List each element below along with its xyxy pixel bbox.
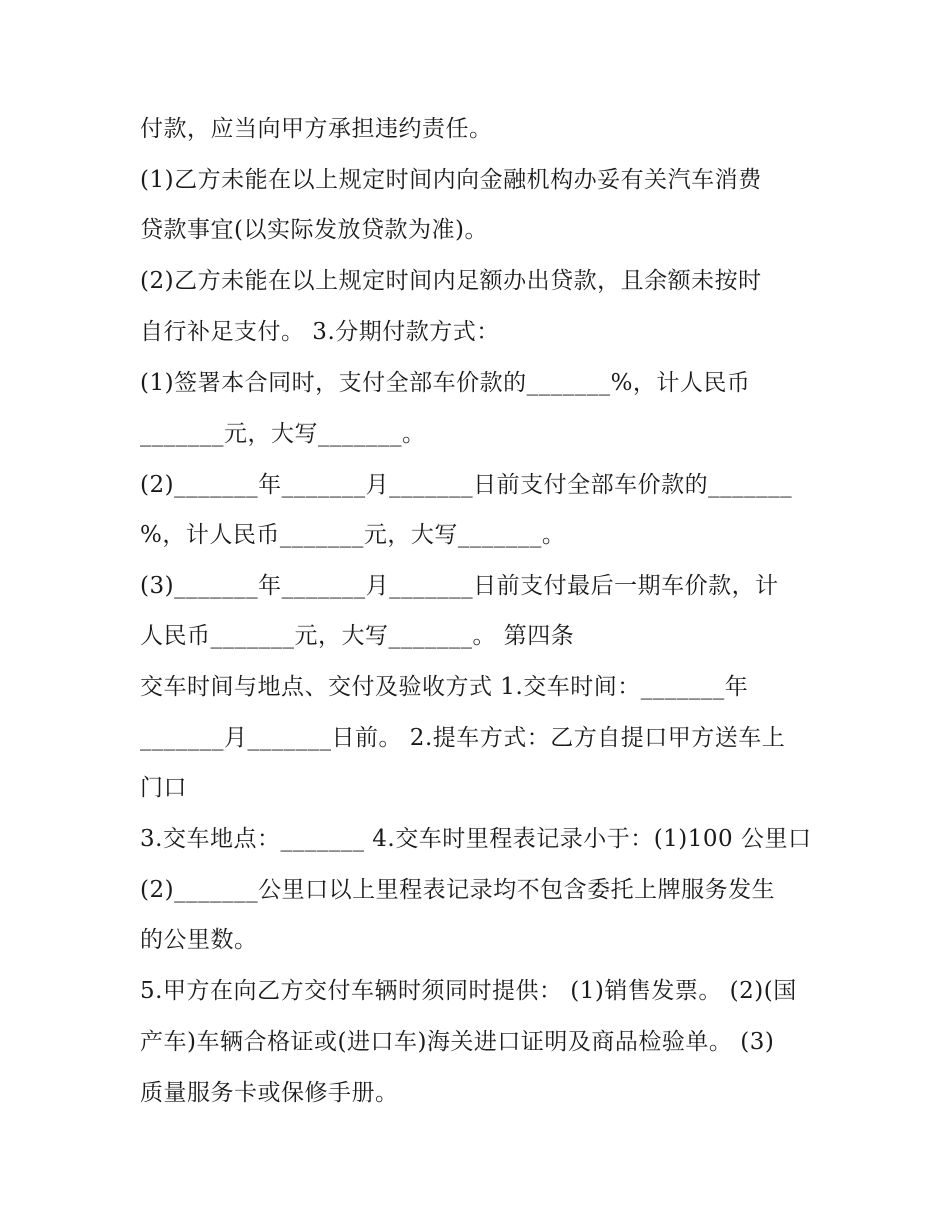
text-line: 交车时间与地点、交付及验收方式 1.交车时间：_______年 <box>140 674 749 700</box>
text-line: (2)乙方未能在以上规定时间内足额办出贷款，且余额未按时 <box>140 268 762 294</box>
text-line: 质量服务卡或保修手册。 <box>140 1080 399 1106</box>
text-line: 门口 <box>140 775 187 801</box>
text-line: 3.交车地点：_______ 4.交车时里程表记录小于：(1)100 公里口 <box>140 826 812 852</box>
text-line: %，计人民币_______元，大写_______。 <box>140 522 566 548</box>
text-line: 自行补足支付。 3.分期付款方式： <box>140 319 500 345</box>
text-line: (2)_______年_______月_______日前支付全部车价款的_______ <box>140 472 793 498</box>
text-line: 人民币_______元，大写_______。 第四条 <box>140 623 575 649</box>
text-line: (3)_______年_______月_______日前支付最后一期车价款，计 <box>140 573 779 599</box>
text-line: (1)签署本合同时，支付全部车价款的_______%，计人民币 <box>140 370 751 396</box>
text-line: 贷款事宜(以实际发放贷款为准)。 <box>140 217 488 243</box>
text-line: 付款，应当向甲方承担违约责任。 <box>140 116 493 142</box>
text-line: (1)乙方未能在以上规定时间内向金融机构办妥有关汽车消费 <box>140 167 762 193</box>
text-line: 5.甲方在向乙方交付车辆时须同时提供： (1)销售发票。 (2)(国 <box>140 978 797 1004</box>
text-line: 的公里数。 <box>140 927 258 953</box>
text-line: _______元，大写_______。 <box>140 421 426 447</box>
text-line: 产车)车辆合格证或(进口车)海关进口证明及商品检验单。 (3) <box>140 1029 775 1055</box>
text-line: _______月_______日前。 2.提车方式：乙方自提口甲方送车上 <box>140 725 786 751</box>
text-line: (2)_______公里口以上里程表记录均不包含委托上牌服务发生 <box>140 877 776 903</box>
